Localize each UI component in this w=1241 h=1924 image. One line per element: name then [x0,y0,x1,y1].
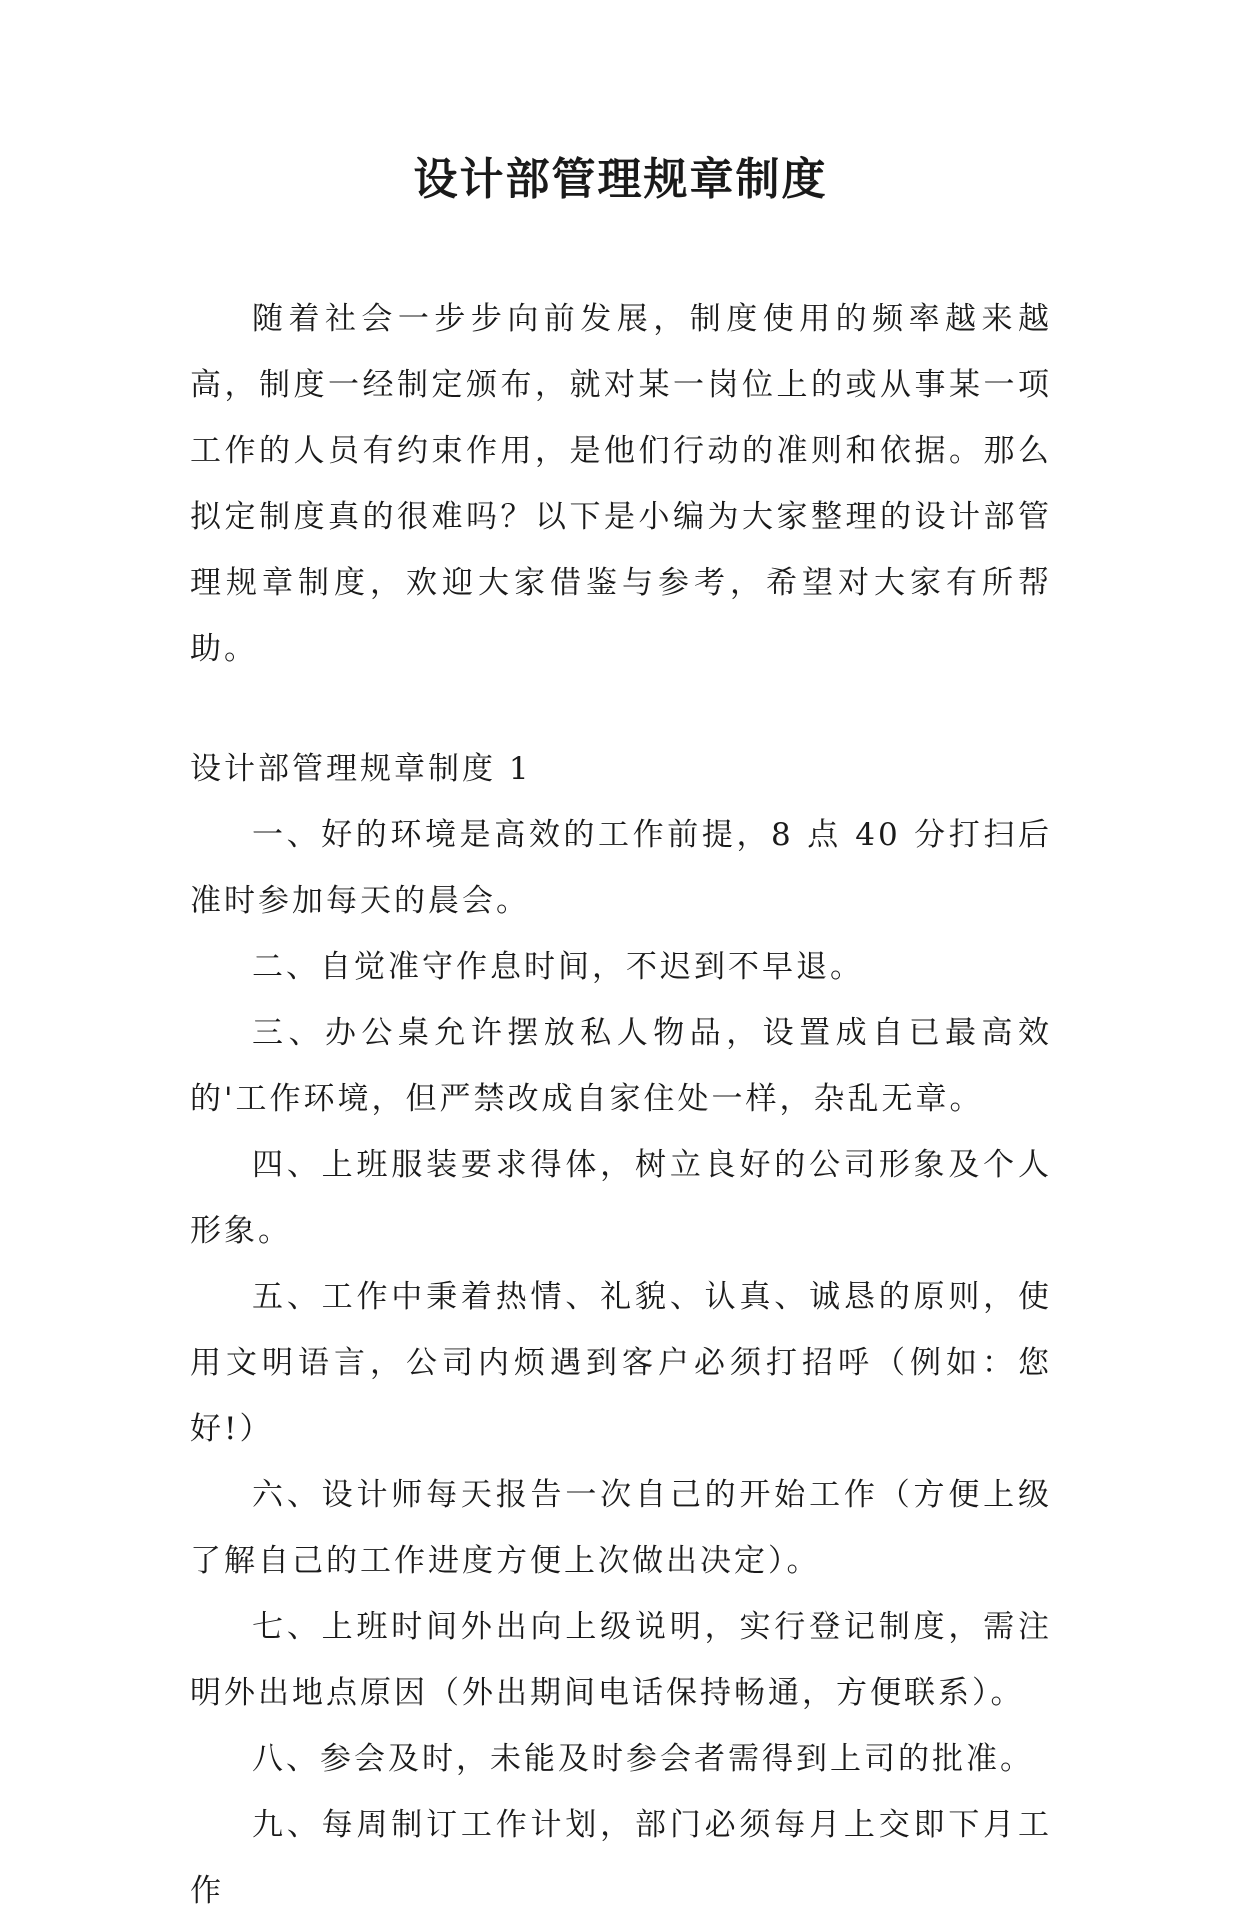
document-title: 设计部管理规章制度 [413,154,828,205]
rule-item-6: 六、设计师每天报告一次自己的开始工作（方便上级了解自己的工作进度方便上次做出决定）。 [190,1477,1052,1579]
rule-item-9: 九、每周制订工作计划，部门必须每月上交即下月工作 [190,1807,1052,1909]
rule-item-8: 八、参会及时，未能及时参会者需得到上司的批准。 [252,1741,1034,1777]
rule-item-4: 四、上班服装要求得体，树立良好的公司形象及个人形象。 [190,1147,1052,1249]
rule-item-2: 二、自觉准守作息时间，不迟到不早退。 [252,949,864,985]
document-body [190,286,1052,1924]
rule-item-7: 七、上班时间外出向上级说明，实行登记制度，需注明外出地点原因（外出期间电话保持畅通，方便联系）。 [190,1609,1052,1711]
rule-item-5: 五、工作中秉着热情、礼貌、认真、诚恳的原则，使用文明语言，公司内烦遇到客户必须打招呼（例如：您好!） [190,1279,1052,1447]
rule-item-3: 三、办公桌允许摆放私人物品，设置成自已最高效的'工作环境，但严禁改成自家住处一样，杂乱无章。 [190,1015,1052,1117]
rule-item-1: 一、好的环境是高效的工作前提，8 点 40 分打扫后准时参加每天的晨会。 [190,817,1052,919]
section-heading: 设计部管理规章制度 1 [190,751,532,787]
intro-paragraph: 随着社会一步步向前发展，制度使用的频率越来越高，制度一经制定颁布，就对某一岗位上的或从事某一项工作的人员有约束作用，是他们行动的准则和依据。那么拟定制度真的很难吗？以下是小编为大家整理的设计部管理规章制度，欢迎大家借鉴与参考，希望对大家有所帮助。 [190,301,1052,667]
